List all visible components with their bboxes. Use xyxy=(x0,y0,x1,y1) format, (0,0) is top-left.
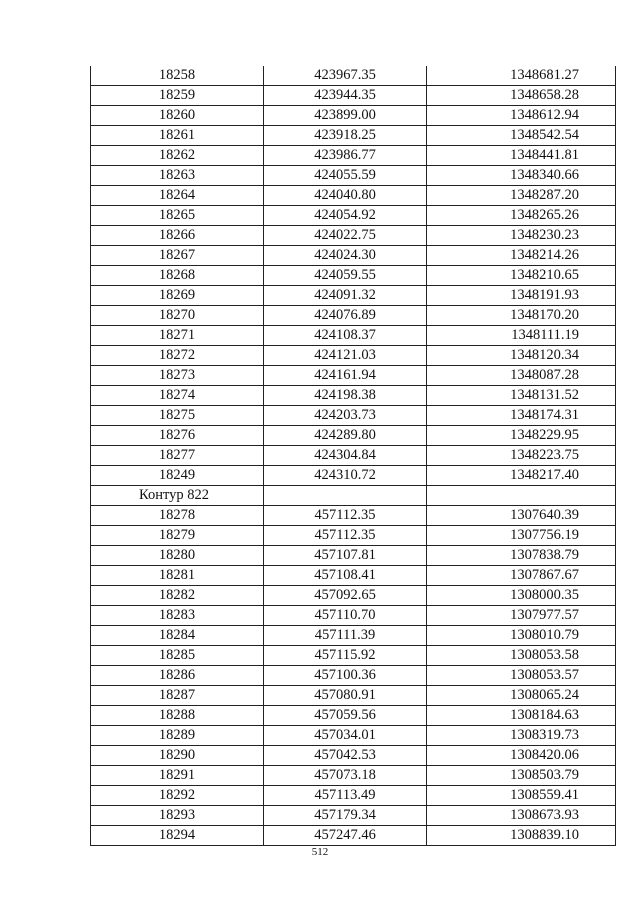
point-number-cell: 18289 xyxy=(91,726,264,746)
table-row xyxy=(91,626,616,646)
x-coordinate-cell: 423918.25 xyxy=(264,126,427,146)
point-number-cell: 18271 xyxy=(91,326,264,346)
point-number-cell: 18273 xyxy=(91,366,264,386)
x-coordinate-cell: 423986.77 xyxy=(264,146,427,166)
y-coordinate-cell: 1348214.26 xyxy=(427,246,616,266)
point-number-cell: 18274 xyxy=(91,386,264,406)
table-row xyxy=(91,66,616,86)
x-coordinate-cell: 457059.56 xyxy=(264,706,427,726)
point-number-cell: 18261 xyxy=(91,126,264,146)
y-coordinate-cell: 1348229.95 xyxy=(427,426,616,446)
point-number-cell: 18281 xyxy=(91,566,264,586)
y-coordinate-cell: 1308000.35 xyxy=(427,586,616,606)
x-coordinate-cell: 457100.36 xyxy=(264,666,427,686)
y-coordinate-cell: 1308839.10 xyxy=(427,826,616,846)
x-coordinate-cell: 424289.80 xyxy=(264,426,427,446)
y-coordinate-cell: 1348191.93 xyxy=(427,286,616,306)
point-number-cell: 18268 xyxy=(91,266,264,286)
x-coordinate-cell: 423967.35 xyxy=(264,66,427,86)
x-coordinate-cell: 424310.72 xyxy=(264,466,427,486)
y-coordinate-cell: 1348111.19 xyxy=(427,326,616,346)
page-number: 512 xyxy=(311,846,329,858)
y-coordinate-cell: 1348131.52 xyxy=(427,386,616,406)
x-coordinate-cell: 457179.34 xyxy=(264,806,427,826)
point-number-cell: 18265 xyxy=(91,206,264,226)
x-coordinate-cell: 457034.01 xyxy=(264,726,427,746)
point-number-cell: 18267 xyxy=(91,246,264,266)
x-coordinate-cell: 457108.41 xyxy=(264,566,427,586)
y-coordinate-cell: 1348170.20 xyxy=(427,306,616,326)
table-row xyxy=(91,746,616,766)
x-coordinate-cell: 423899.00 xyxy=(264,106,427,126)
table-row xyxy=(91,146,616,166)
y-coordinate-cell: 1348087.28 xyxy=(427,366,616,386)
table-row xyxy=(91,766,616,786)
table-row xyxy=(91,126,616,146)
table-row xyxy=(91,546,616,566)
y-coordinate-cell: 1307756.19 xyxy=(427,526,616,546)
point-number-cell: 18275 xyxy=(91,406,264,426)
y-coordinate-cell: 1308503.79 xyxy=(427,766,616,786)
x-coordinate-cell: 424161.94 xyxy=(264,366,427,386)
y-coordinate-cell: 1348287.20 xyxy=(427,186,616,206)
table-row xyxy=(91,86,616,106)
x-coordinate-cell: 424203.73 xyxy=(264,406,427,426)
x-coordinate-cell: 457112.35 xyxy=(264,526,427,546)
point-number-cell: 18266 xyxy=(91,226,264,246)
x-coordinate-cell: 457092.65 xyxy=(264,586,427,606)
y-coordinate-cell: 1348441.81 xyxy=(427,146,616,166)
point-number-cell: 18272 xyxy=(91,346,264,366)
y-coordinate-cell: 1308065.24 xyxy=(427,686,616,706)
y-coordinate-cell: 1348223.75 xyxy=(427,446,616,466)
y-coordinate-cell: 1308319.73 xyxy=(427,726,616,746)
table-row xyxy=(91,406,616,426)
table-row xyxy=(91,186,616,206)
table-row xyxy=(91,306,616,326)
y-coordinate-cell: 1348340.66 xyxy=(427,166,616,186)
table-row xyxy=(91,326,616,346)
table-row xyxy=(91,426,616,446)
x-coordinate-cell: 423944.35 xyxy=(264,86,427,106)
x-coordinate-cell: 424022.75 xyxy=(264,226,427,246)
point-number-cell: 18291 xyxy=(91,766,264,786)
x-coordinate-cell: 457112.35 xyxy=(264,506,427,526)
x-coordinate-cell: 457111.39 xyxy=(264,626,427,646)
table-row xyxy=(91,526,616,546)
point-number-cell: 18278 xyxy=(91,506,264,526)
table-row xyxy=(91,706,616,726)
table-row xyxy=(91,826,616,846)
table-row xyxy=(91,286,616,306)
coordinates-table xyxy=(90,66,616,846)
y-coordinate-cell: 1348230.23 xyxy=(427,226,616,246)
x-coordinate-cell: 457107.81 xyxy=(264,546,427,566)
empty-cell xyxy=(427,486,616,506)
x-coordinate-cell: 457042.53 xyxy=(264,746,427,766)
point-number-cell: 18260 xyxy=(91,106,264,126)
x-coordinate-cell: 457110.70 xyxy=(264,606,427,626)
x-coordinate-cell: 457113.49 xyxy=(264,786,427,806)
y-coordinate-cell: 1348120.34 xyxy=(427,346,616,366)
point-number-cell: 18292 xyxy=(91,786,264,806)
point-number-cell: 18262 xyxy=(91,146,264,166)
y-coordinate-cell: 1348265.26 xyxy=(427,206,616,226)
point-number-cell: 18264 xyxy=(91,186,264,206)
y-coordinate-cell: 1348658.28 xyxy=(427,86,616,106)
table-row xyxy=(91,466,616,486)
point-number-cell: 18288 xyxy=(91,706,264,726)
x-coordinate-cell: 457115.92 xyxy=(264,646,427,666)
point-number-cell: 18249 xyxy=(91,466,264,486)
x-coordinate-cell: 457073.18 xyxy=(264,766,427,786)
y-coordinate-cell: 1348681.27 xyxy=(427,66,616,86)
x-coordinate-cell: 457247.46 xyxy=(264,826,427,846)
y-coordinate-cell: 1307977.57 xyxy=(427,606,616,626)
x-coordinate-cell: 424024.30 xyxy=(264,246,427,266)
x-coordinate-cell: 424091.32 xyxy=(264,286,427,306)
point-number-cell: 18283 xyxy=(91,606,264,626)
table-row xyxy=(91,106,616,126)
point-number-cell: 18269 xyxy=(91,286,264,306)
y-coordinate-cell: 1348217.40 xyxy=(427,466,616,486)
y-coordinate-cell: 1348612.94 xyxy=(427,106,616,126)
y-coordinate-cell: 1307640.39 xyxy=(427,506,616,526)
x-coordinate-cell: 457080.91 xyxy=(264,686,427,706)
x-coordinate-cell: 424121.03 xyxy=(264,346,427,366)
y-coordinate-cell: 1348542.54 xyxy=(427,126,616,146)
table-row xyxy=(91,166,616,186)
point-number-cell: 18285 xyxy=(91,646,264,666)
y-coordinate-cell: 1308053.57 xyxy=(427,666,616,686)
y-coordinate-cell: 1308053.58 xyxy=(427,646,616,666)
point-number-cell: 18276 xyxy=(91,426,264,446)
table-row xyxy=(91,586,616,606)
y-coordinate-cell: 1308010.79 xyxy=(427,626,616,646)
table-row xyxy=(91,226,616,246)
table-row xyxy=(91,366,616,386)
table-row xyxy=(91,566,616,586)
table-row xyxy=(91,806,616,826)
point-number-cell: 18258 xyxy=(91,66,264,86)
x-coordinate-cell: 424108.37 xyxy=(264,326,427,346)
table-row xyxy=(91,206,616,226)
x-coordinate-cell: 424304.84 xyxy=(264,446,427,466)
table-row xyxy=(91,266,616,286)
table-row xyxy=(91,686,616,706)
table-row xyxy=(91,786,616,806)
table-row xyxy=(91,606,616,626)
y-coordinate-cell: 1307838.79 xyxy=(427,546,616,566)
point-number-cell: 18282 xyxy=(91,586,264,606)
y-coordinate-cell: 1348174.31 xyxy=(427,406,616,426)
y-coordinate-cell: 1307867.67 xyxy=(427,566,616,586)
point-number-cell: 18279 xyxy=(91,526,264,546)
y-coordinate-cell: 1308420.06 xyxy=(427,746,616,766)
table-row xyxy=(91,346,616,366)
x-coordinate-cell: 424055.59 xyxy=(264,166,427,186)
point-number-cell: 18287 xyxy=(91,686,264,706)
table-row xyxy=(91,506,616,526)
y-coordinate-cell: 1348210.65 xyxy=(427,266,616,286)
x-coordinate-cell: 424059.55 xyxy=(264,266,427,286)
y-coordinate-cell: 1308673.93 xyxy=(427,806,616,826)
point-number-cell: 18277 xyxy=(91,446,264,466)
table-row xyxy=(91,246,616,266)
y-coordinate-cell: 1308184.63 xyxy=(427,706,616,726)
point-number-cell: 18259 xyxy=(91,86,264,106)
table-row xyxy=(91,666,616,686)
section-row xyxy=(91,486,616,506)
x-coordinate-cell: 424040.80 xyxy=(264,186,427,206)
y-coordinate-cell: 1308559.41 xyxy=(427,786,616,806)
x-coordinate-cell: 424054.92 xyxy=(264,206,427,226)
table-row xyxy=(91,446,616,466)
point-number-cell: 18286 xyxy=(91,666,264,686)
coordinates-table-body xyxy=(91,66,616,846)
table-row xyxy=(91,386,616,406)
table-row xyxy=(91,726,616,746)
point-number-cell: 18293 xyxy=(91,806,264,826)
empty-cell xyxy=(264,486,427,506)
x-coordinate-cell: 424076.89 xyxy=(264,306,427,326)
point-number-cell: 18284 xyxy=(91,626,264,646)
point-number-cell: 18290 xyxy=(91,746,264,766)
point-number-cell: 18263 xyxy=(91,166,264,186)
point-number-cell: 18270 xyxy=(91,306,264,326)
point-number-cell: 18294 xyxy=(91,826,264,846)
point-number-cell: 18280 xyxy=(91,546,264,566)
x-coordinate-cell: 424198.38 xyxy=(264,386,427,406)
section-label: Контур 822 xyxy=(91,486,264,506)
table-row xyxy=(91,646,616,666)
